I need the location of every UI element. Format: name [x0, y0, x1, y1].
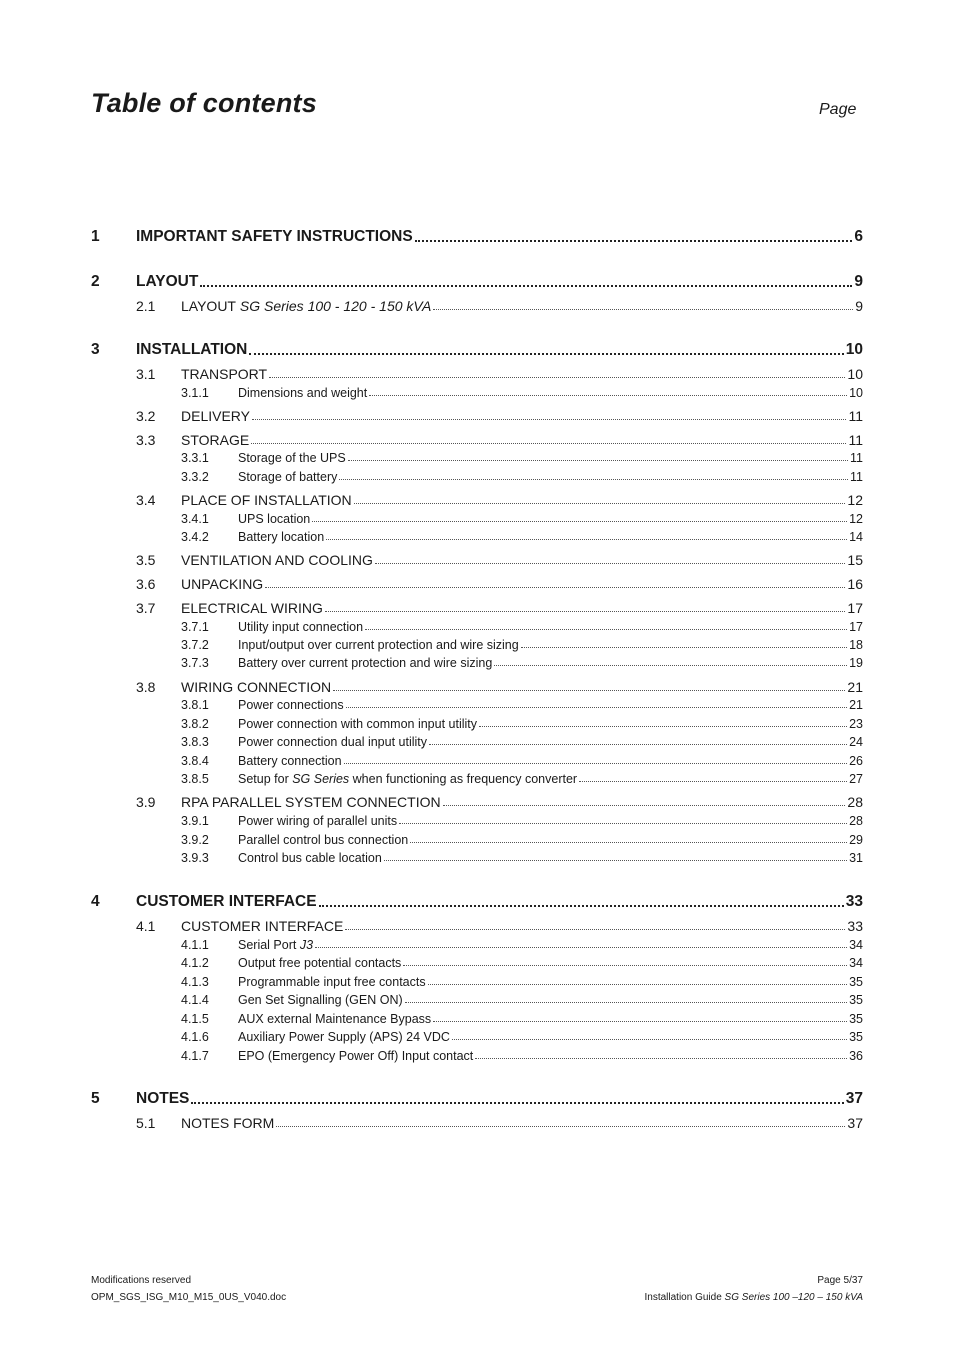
footer-modifications: Modifications reserved: [91, 1275, 192, 1286]
toc-entry-page: 37: [847, 1115, 863, 1131]
toc-entry[interactable]: [238, 656, 863, 670]
toc-entry-page: 17: [847, 600, 863, 616]
footer-left: [91, 1272, 286, 1306]
toc-entry-label: [181, 408, 250, 424]
toc-entry-label-text: Input/output over current protection and wire sizing: [238, 638, 519, 652]
toc-entry-page: 9: [855, 298, 863, 314]
toc-entry-number: 3.3.1: [181, 451, 209, 465]
toc-dot-leader: [415, 239, 853, 242]
toc-entry[interactable]: [238, 1049, 863, 1063]
toc-entry-number: 3.4.2: [181, 530, 209, 544]
toc-dot-leader: [269, 376, 845, 378]
footer-doc-title-italic: SG Series 100 –120 – 150 kVA: [721, 1292, 863, 1303]
toc-entry-label: [136, 341, 247, 359]
toc-entry-label-text: STORAGE: [181, 432, 250, 448]
toc-entry-number: 2.1: [136, 298, 156, 314]
toc-entry-label-text: NOTES: [136, 1090, 190, 1107]
toc-dot-leader: [276, 1125, 845, 1127]
toc-entry-page: 34: [849, 938, 863, 952]
toc-entry-label: [238, 656, 492, 670]
toc-dot-leader: [433, 308, 853, 310]
toc-entry-label-tail: when functioning as frequency converter: [349, 772, 578, 786]
toc-entry-label-text: UPS location: [238, 512, 311, 526]
toc-entry[interactable]: [238, 851, 863, 865]
toc-entry-label: [238, 938, 313, 952]
toc-entry-label-text: VENTILATION AND COOLING: [181, 552, 373, 568]
toc-entry-number: 4.1.7: [181, 1049, 209, 1063]
toc-dot-leader: [354, 502, 846, 504]
toc-entry[interactable]: [181, 918, 863, 934]
toc-entry-label-italic: J3: [296, 938, 314, 952]
toc-entry-label: [181, 576, 263, 592]
toc-dot-leader: [326, 538, 847, 540]
toc-entry-number: 3.9.3: [181, 851, 209, 865]
toc-entry-label: [136, 228, 413, 246]
toc-dot-leader: [494, 664, 847, 666]
toc-entry-page: 21: [847, 679, 863, 695]
toc-dot-leader: [315, 946, 847, 948]
toc-entry[interactable]: [238, 698, 863, 712]
toc-entry[interactable]: [181, 492, 863, 508]
toc-entry-page: 6: [854, 228, 863, 245]
toc-entry-label: [238, 735, 427, 749]
toc-entry-page: 28: [847, 794, 863, 810]
toc-entry-number: 3.5: [136, 552, 156, 568]
toc-entry-label-text: Programmable input free contacts: [238, 975, 426, 989]
toc-entry-label-text: CUSTOMER INTERFACE: [181, 918, 344, 934]
toc-entry[interactable]: [238, 1030, 863, 1044]
toc-dot-leader: [405, 1001, 847, 1003]
toc-entry-page: 11: [850, 470, 863, 484]
toc-entry-number: 3.8.5: [181, 772, 209, 786]
toc-entry-label: [136, 1090, 189, 1108]
toc-entry[interactable]: [181, 432, 863, 448]
toc-entry[interactable]: [238, 620, 863, 634]
toc-entry-page: 16: [847, 576, 863, 592]
toc-entry-page: 33: [845, 893, 863, 910]
toc-entry-label-text: Power connections: [238, 698, 344, 712]
toc-entry[interactable]: [136, 273, 863, 291]
toc-entry-label-text: Battery over current protection and wire sizing: [238, 656, 493, 670]
toc-entry-page: 35: [849, 1012, 863, 1026]
toc-entry-label: [181, 600, 323, 616]
toc-dot-leader: [265, 586, 845, 588]
toc-entry-page: 9: [854, 273, 863, 290]
toc-entry-number: 3.2: [136, 408, 156, 424]
toc-entry-label: [136, 273, 198, 291]
toc-entry-page: 21: [849, 698, 863, 712]
toc-entry[interactable]: [181, 366, 863, 382]
toc-entry-number: 3.1: [136, 366, 156, 382]
toc-entry-label-italic: SG Series 100 - 120 - 150 kVA: [235, 298, 432, 314]
toc-entry-page: 10: [849, 386, 863, 400]
toc-entry-page: 12: [849, 512, 863, 526]
toc-entry-label-text: PLACE OF INSTALLATION: [181, 492, 352, 508]
toc-entry-label-text: Storage of the UPS: [238, 451, 346, 465]
toc-entry-label-text: DELIVERY: [181, 408, 250, 424]
toc-entry-page: 18: [849, 638, 863, 652]
toc-entry-label-text: Serial Port: [238, 938, 297, 952]
toc-entry-label: [238, 530, 324, 544]
toc-entry-label-text: Control bus cable location: [238, 851, 382, 865]
toc-entry-number: 3.8: [136, 679, 156, 695]
page-title: Table of contents: [91, 88, 317, 118]
toc-entry[interactable]: [136, 893, 863, 911]
toc-entry-number: 4.1.5: [181, 1012, 209, 1026]
toc-entry-number: 4.1.6: [181, 1030, 209, 1044]
toc-entry[interactable]: [181, 408, 863, 424]
toc-entry-label-text: Gen Set Signalling (GEN ON): [238, 993, 403, 1007]
toc-entry-label: [238, 956, 401, 970]
toc-entry-label-text: Battery location: [238, 530, 325, 544]
toc-entry-label: [238, 1049, 473, 1063]
toc-entry-number: 3.9.1: [181, 814, 209, 828]
toc-entry-page: 35: [849, 1030, 863, 1044]
toc-entry-label-text: INSTALLATION: [136, 341, 248, 358]
toc-entry-label-text: LAYOUT: [181, 298, 236, 314]
toc-entry-label-text: IMPORTANT SAFETY INSTRUCTIONS: [136, 228, 413, 245]
toc-entry[interactable]: [238, 938, 863, 952]
toc-entry-number: 3.4.1: [181, 512, 209, 526]
toc-entry[interactable]: [238, 993, 863, 1007]
toc-entry-label: [238, 638, 519, 652]
toc-entry-label: [238, 975, 426, 989]
toc-dot-leader: [428, 983, 848, 985]
toc-entry[interactable]: [238, 814, 863, 828]
toc-entry-page: 10: [847, 366, 863, 382]
toc-dot-leader: [346, 706, 847, 708]
toc-entry-number: 3.8.3: [181, 735, 209, 749]
toc-dot-leader: [252, 418, 846, 420]
toc-dot-leader: [443, 804, 846, 806]
toc-dot-leader: [384, 859, 847, 861]
toc-entry[interactable]: [136, 341, 863, 359]
toc-entry-label-text: RPA PARALLEL SYSTEM CONNECTION: [181, 794, 441, 810]
toc-entry[interactable]: [238, 638, 863, 652]
toc-entry-page: 35: [849, 993, 863, 1007]
toc-dot-leader: [369, 394, 847, 396]
toc-entry-number: 3.1.1: [181, 386, 209, 400]
toc-entry-label: [181, 492, 352, 508]
toc-entry-page: 23: [849, 717, 863, 731]
toc-entry-number: 4.1: [136, 918, 156, 934]
toc-entry-label: [238, 386, 367, 400]
toc-entry-number: 2: [91, 273, 100, 290]
toc-dot-leader: [365, 628, 847, 630]
toc-entry-label: [181, 679, 331, 695]
toc-entry-label: [238, 620, 363, 634]
toc-entry-page: 31: [849, 851, 863, 865]
toc-entry-page: 12: [847, 492, 863, 508]
toc-entry-label: [238, 1030, 450, 1044]
toc-entry-page: 10: [845, 341, 863, 358]
toc-entry[interactable]: [238, 512, 863, 526]
toc-dot-leader: [579, 780, 847, 782]
toc-entry[interactable]: [136, 1090, 863, 1108]
toc-entry-label: [238, 772, 577, 786]
toc-entry-page: 26: [849, 754, 863, 768]
toc-entry-label: [238, 1012, 431, 1026]
toc-entry-number: 3.6: [136, 576, 156, 592]
toc-entry-page: 17: [849, 620, 863, 634]
toc-entry-label-text: Storage of battery: [238, 470, 338, 484]
toc-entry[interactable]: [136, 228, 863, 246]
toc-dot-leader: [375, 562, 846, 564]
toc-entry-page: 19: [849, 656, 863, 670]
toc-entry[interactable]: [238, 470, 863, 484]
toc-dot-leader: [344, 762, 848, 764]
page-column-label: Page: [819, 101, 857, 118]
toc-entry-page: 28: [849, 814, 863, 828]
toc-dot-leader: [249, 352, 843, 355]
toc-dot-leader: [312, 520, 847, 522]
toc-entry-label: [238, 833, 408, 847]
toc-entry-number: 3.8.4: [181, 754, 209, 768]
toc-entry[interactable]: [181, 679, 863, 695]
toc-dot-leader: [399, 822, 847, 824]
toc-dot-leader: [452, 1038, 847, 1040]
toc-entry-label: [238, 814, 397, 828]
toc-entry-label: [181, 794, 441, 810]
toc-entry-page: 33: [847, 918, 863, 934]
toc-entry[interactable]: [181, 552, 863, 568]
toc-entry-label: [181, 552, 373, 568]
toc-entry[interactable]: [238, 754, 863, 768]
toc-entry-label: [238, 698, 344, 712]
toc-entry-label-text: UNPACKING: [181, 576, 264, 592]
toc-entry-label-text: CUSTOMER INTERFACE: [136, 893, 317, 910]
toc-entry-number: 3.7: [136, 600, 156, 616]
toc-entry[interactable]: [238, 1012, 863, 1026]
toc-entry-label-text: LAYOUT: [136, 273, 199, 290]
toc-entry-label: [181, 432, 249, 448]
toc-entry-number: 3.7.3: [181, 656, 209, 670]
toc-entry[interactable]: [238, 530, 863, 544]
toc-entry-number: 3.7.2: [181, 638, 209, 652]
toc-entry-page: 15: [847, 552, 863, 568]
toc-entry-number: 3.3.2: [181, 470, 209, 484]
toc-entry-label-text: Dimensions and weight: [238, 386, 368, 400]
toc-entry-label: [181, 1115, 274, 1131]
toc-entry-label-italic: SG Series: [288, 772, 350, 786]
toc-entry-page: 27: [849, 772, 863, 786]
toc-entry-label: [238, 512, 310, 526]
toc-entry[interactable]: [238, 451, 863, 465]
toc-entry-number: 4.1.2: [181, 956, 209, 970]
footer-doc-title: [645, 1289, 864, 1306]
toc-entry[interactable]: [238, 735, 863, 749]
toc-entry-number: 3.8.1: [181, 698, 209, 712]
toc-entry-label-text: Utility input connection: [238, 620, 364, 634]
toc-entry-number: 5: [91, 1090, 100, 1107]
toc-entry-label: [238, 717, 477, 731]
toc-entry-page: 29: [849, 833, 863, 847]
toc-entry-label: [136, 893, 317, 911]
toc-entry-number: 3.9.2: [181, 833, 209, 847]
toc-entry-label-text: WIRING CONNECTION: [181, 679, 332, 695]
toc-entry-label-text: Auxiliary Power Supply (APS) 24 VDC: [238, 1030, 450, 1044]
toc-entry-number: 4.1.3: [181, 975, 209, 989]
toc-entry-label-text: Setup for: [238, 772, 289, 786]
toc-entry-label-text: Power connection with common input utility: [238, 717, 478, 731]
toc-entry-label-text: Power connection dual input utility: [238, 735, 428, 749]
toc-dot-leader: [403, 964, 847, 966]
toc-entry-number: 3.8.2: [181, 717, 209, 731]
toc-entry[interactable]: [181, 600, 863, 616]
footer-right: [645, 1272, 864, 1306]
toc-dot-leader: [521, 646, 847, 648]
toc-entry-page: 24: [849, 735, 863, 749]
toc-entry[interactable]: [181, 298, 863, 314]
toc-entry-page: 11: [848, 432, 863, 448]
toc-entry[interactable]: [238, 975, 863, 989]
toc-entry-label: [238, 754, 342, 768]
toc-dot-leader: [433, 1020, 847, 1022]
toc-entry-number: 1: [91, 228, 100, 245]
toc-entry[interactable]: [238, 717, 863, 731]
toc-entry-label-text: Output free potential contacts: [238, 956, 402, 970]
toc-entry-page: 34: [849, 956, 863, 970]
toc-entry-number: 4: [91, 893, 100, 910]
footer-doc-title-prefix: Installation Guide: [644, 1292, 722, 1303]
toc-dot-leader: [319, 904, 844, 907]
toc-entry-page: 14: [849, 530, 863, 544]
toc-dot-leader: [348, 459, 848, 461]
toc-entry[interactable]: [181, 576, 863, 592]
toc-entry-label-text: EPO (Emergency Power Off) Input contact: [238, 1049, 474, 1063]
toc-entry-label-text: AUX external Maintenance Bypass: [238, 1012, 432, 1026]
toc-dot-leader: [200, 284, 852, 287]
toc-entry-label: [238, 470, 337, 484]
toc-entry-label: [238, 451, 346, 465]
toc-entry-number: 3.3: [136, 432, 156, 448]
toc-entry[interactable]: [238, 772, 863, 786]
toc-entry-page: 11: [848, 408, 863, 424]
toc-entry-label: [238, 851, 382, 865]
toc-entry-number: 3.7.1: [181, 620, 209, 634]
toc-dot-leader: [479, 725, 847, 727]
toc-entry-label-text: NOTES FORM: [181, 1115, 275, 1131]
toc-dot-leader: [251, 442, 846, 444]
toc-entry-label: [238, 993, 403, 1007]
toc-entry-label-text: TRANSPORT: [181, 366, 268, 382]
toc-dot-leader: [333, 689, 845, 691]
toc-dot-leader: [410, 841, 847, 843]
toc-entry[interactable]: [181, 1115, 863, 1131]
toc-entry[interactable]: [238, 386, 863, 400]
toc-entry-label: [181, 918, 343, 934]
toc-dot-leader: [191, 1101, 843, 1104]
toc-entry-number: 4.1.4: [181, 993, 209, 1007]
toc-entry-page: 37: [845, 1090, 863, 1107]
toc-entry-label: [181, 298, 431, 314]
toc-entry-label-text: ELECTRICAL WIRING: [181, 600, 323, 616]
toc-entry-number: 5.1: [136, 1115, 156, 1131]
toc-entry-page: 35: [849, 975, 863, 989]
toc-entry-number: 3.4: [136, 492, 156, 508]
toc-entry-label-text: Parallel control bus connection: [238, 833, 409, 847]
toc-dot-leader: [339, 478, 848, 480]
toc-entry-number: 3: [91, 341, 100, 358]
toc-entry[interactable]: [238, 833, 863, 847]
toc-entry-label: [181, 366, 267, 382]
toc-entry[interactable]: [238, 956, 863, 970]
toc-entry-number: 4.1.1: [181, 938, 209, 952]
toc-entry-number: 3.9: [136, 794, 156, 810]
toc-dot-leader: [475, 1057, 847, 1059]
toc-dot-leader: [325, 610, 846, 612]
toc-entry-label-text: Power wiring of parallel units: [238, 814, 398, 828]
toc-entry-label-text: Battery connection: [238, 754, 342, 768]
toc-entry-page: 11: [850, 451, 863, 465]
toc-dot-leader: [429, 743, 847, 745]
toc-entry-page: 36: [849, 1049, 863, 1063]
footer-filename: OPM_SGS_ISG_M10_M15_0US_V040.doc: [91, 1292, 287, 1303]
footer-page-number: Page 5/37: [817, 1275, 863, 1286]
toc-dot-leader: [345, 928, 845, 930]
toc-entry[interactable]: [181, 794, 863, 810]
